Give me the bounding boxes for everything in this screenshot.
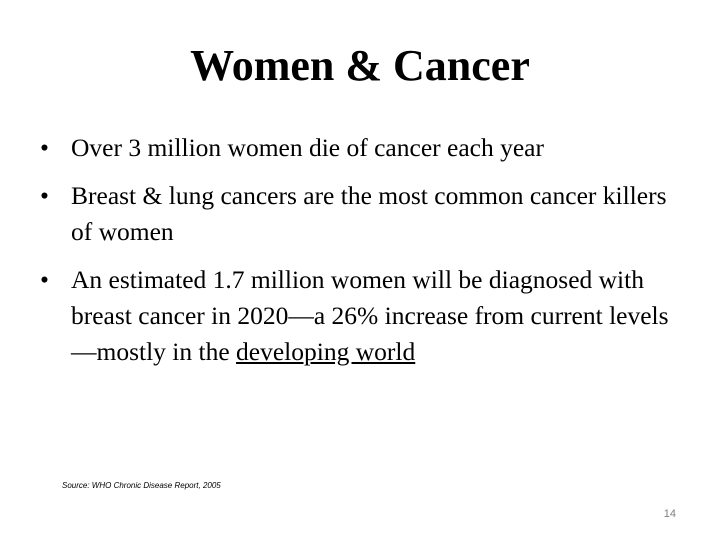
bullet-icon: • xyxy=(40,133,49,162)
developing-world-link[interactable]: developing world xyxy=(236,337,416,366)
bullet-item xyxy=(40,178,680,250)
bullet-icon: • xyxy=(40,181,49,210)
slide-number: 14 xyxy=(663,508,676,520)
bullet-icon: • xyxy=(40,265,49,294)
bullet-text: Over 3 million women die of cancer each year xyxy=(71,133,544,162)
source-note: Source: WHO Chronic Disease Report, 2005 xyxy=(62,481,221,490)
slide-title: Women & Cancer xyxy=(190,41,530,90)
bullet-item xyxy=(40,262,680,370)
bullet-text: Breast & lung cancers are the most common cancer killers of women xyxy=(71,181,667,246)
bullet-item xyxy=(40,130,680,166)
bullet-list xyxy=(40,130,680,382)
bullet-text: An estimated 1.7 million women will be diagnosed with breast cancer in 2020—a 26% increase from current levels—mostly in the xyxy=(71,265,669,366)
